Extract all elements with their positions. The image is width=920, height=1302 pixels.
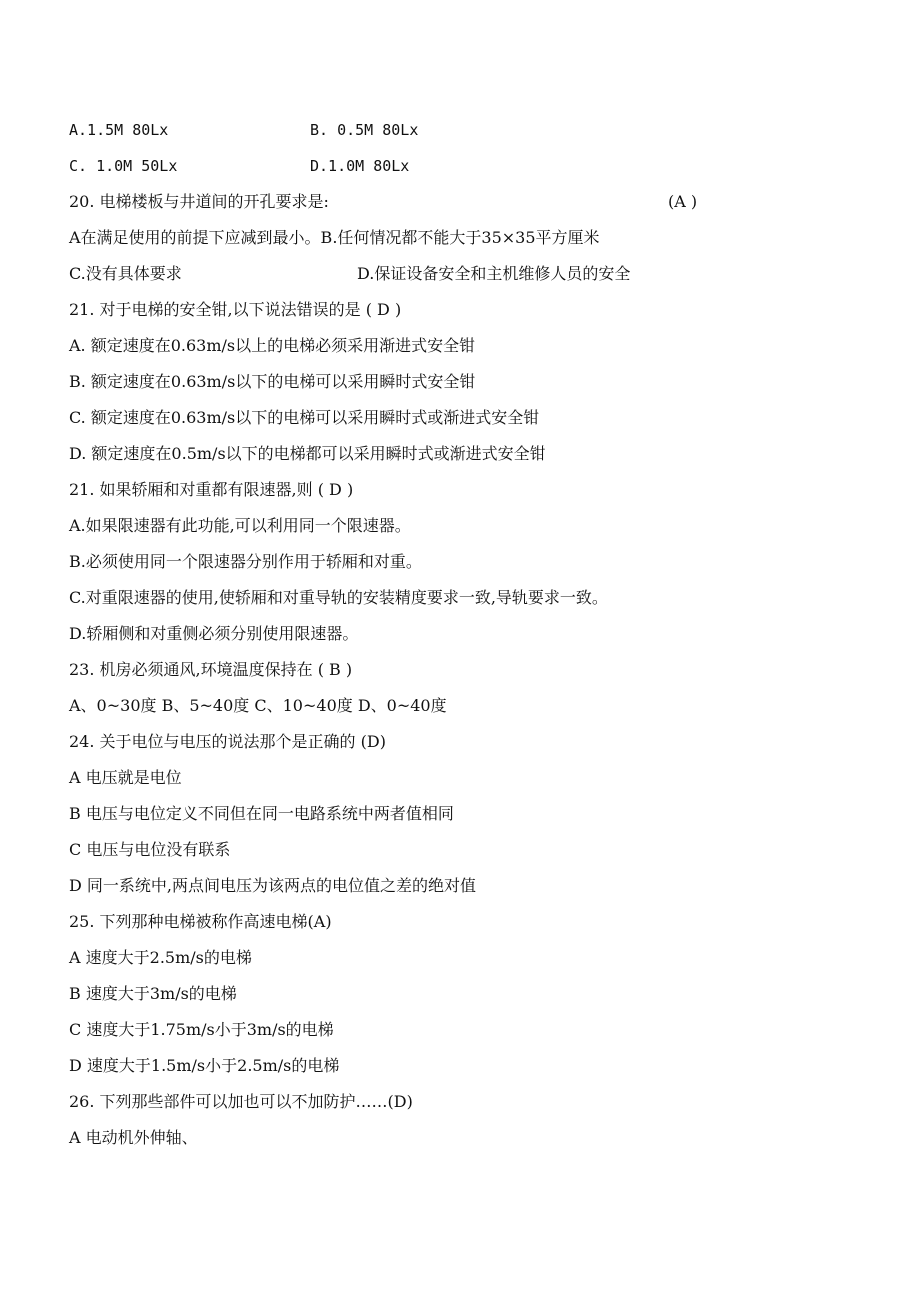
q20-options-ab: A在满足使用的前提下应减到最小。B.任何情况都不能大于35×35平方厘米 — [69, 228, 600, 247]
q21b-option: B.必须使用同一个限速器分别作用于轿厢和对重。 — [69, 552, 422, 571]
q21a-option: B. 额定速度在0.63m/s以下的电梯可以采用瞬时式安全钳 — [69, 372, 476, 391]
q26-question: 26. 下列那些部件可以加也可以不加防护……(D) — [69, 1092, 413, 1111]
q19-option-c: C. 1.0M 50Lx — [69, 157, 178, 175]
q20-question: 20. 电梯楼板与井道间的开孔要求是: — [69, 192, 329, 211]
q20-option-d: D.保证设备安全和主机维修人员的安全 — [357, 264, 631, 283]
q21a-option: D. 额定速度在0.5m/s以下的电梯都可以采用瞬时式或渐进式安全钳 — [69, 444, 546, 463]
q25-option: D 速度大于1.5m/s小于2.5m/s的电梯 — [69, 1056, 340, 1075]
q23-question: 23. 机房必须通风,环境温度保持在 ( B ) — [69, 660, 353, 679]
q19-option-b: B. 0.5M 80Lx — [310, 121, 419, 139]
q21b-option: A.如果限速器有此功能,可以利用同一个限速器。 — [69, 516, 411, 535]
q21b-option: D.轿厢侧和对重侧必须分别使用限速器。 — [69, 624, 359, 643]
q21b-option: C.对重限速器的使用,使轿厢和对重导轨的安装精度要求一致,导轨要求一致。 — [69, 588, 608, 607]
q20-answer: (A ) — [668, 192, 698, 211]
q24-question: 24. 关于电位与电压的说法那个是正确的 (D) — [69, 732, 386, 751]
q24-option: C 电压与电位没有联系 — [69, 840, 231, 859]
q19-option-a: A.1.5M 80Lx — [69, 121, 169, 139]
q21a-question: 21. 对于电梯的安全钳,以下说法错误的是 ( D ) — [69, 300, 402, 319]
q24-option: D 同一系统中,两点间电压为该两点的电位值之差的绝对值 — [69, 876, 477, 895]
q25-option: B 速度大于3m/s的电梯 — [69, 984, 237, 1003]
q21b-question: 21. 如果轿厢和对重都有限速器,则 ( D ) — [69, 480, 354, 499]
q25-option: C 速度大于1.75m/s小于3m/s的电梯 — [69, 1020, 334, 1039]
q24-option: A 电压就是电位 — [69, 768, 182, 787]
q23-options: A、0~30度 B、5~40度 C、10~40度 D、0~40度 — [69, 696, 447, 715]
q26-option: A 电动机外伸轴、 — [69, 1128, 198, 1147]
q21a-option: C. 额定速度在0.63m/s以下的电梯可以采用瞬时式或渐进式安全钳 — [69, 408, 540, 427]
q19-option-d: D.1.0M 80Lx — [310, 157, 410, 175]
q21a-option: A. 额定速度在0.63m/s以上的电梯必须采用渐进式安全钳 — [69, 336, 476, 355]
q25-option: A 速度大于2.5m/s的电梯 — [69, 948, 252, 967]
q20-option-c: C.没有具体要求 — [69, 264, 182, 283]
q24-option: B 电压与电位定义不同但在同一电路系统中两者值相同 — [69, 804, 454, 823]
q25-question: 25. 下列那种电梯被称作高速电梯(A) — [69, 912, 332, 931]
